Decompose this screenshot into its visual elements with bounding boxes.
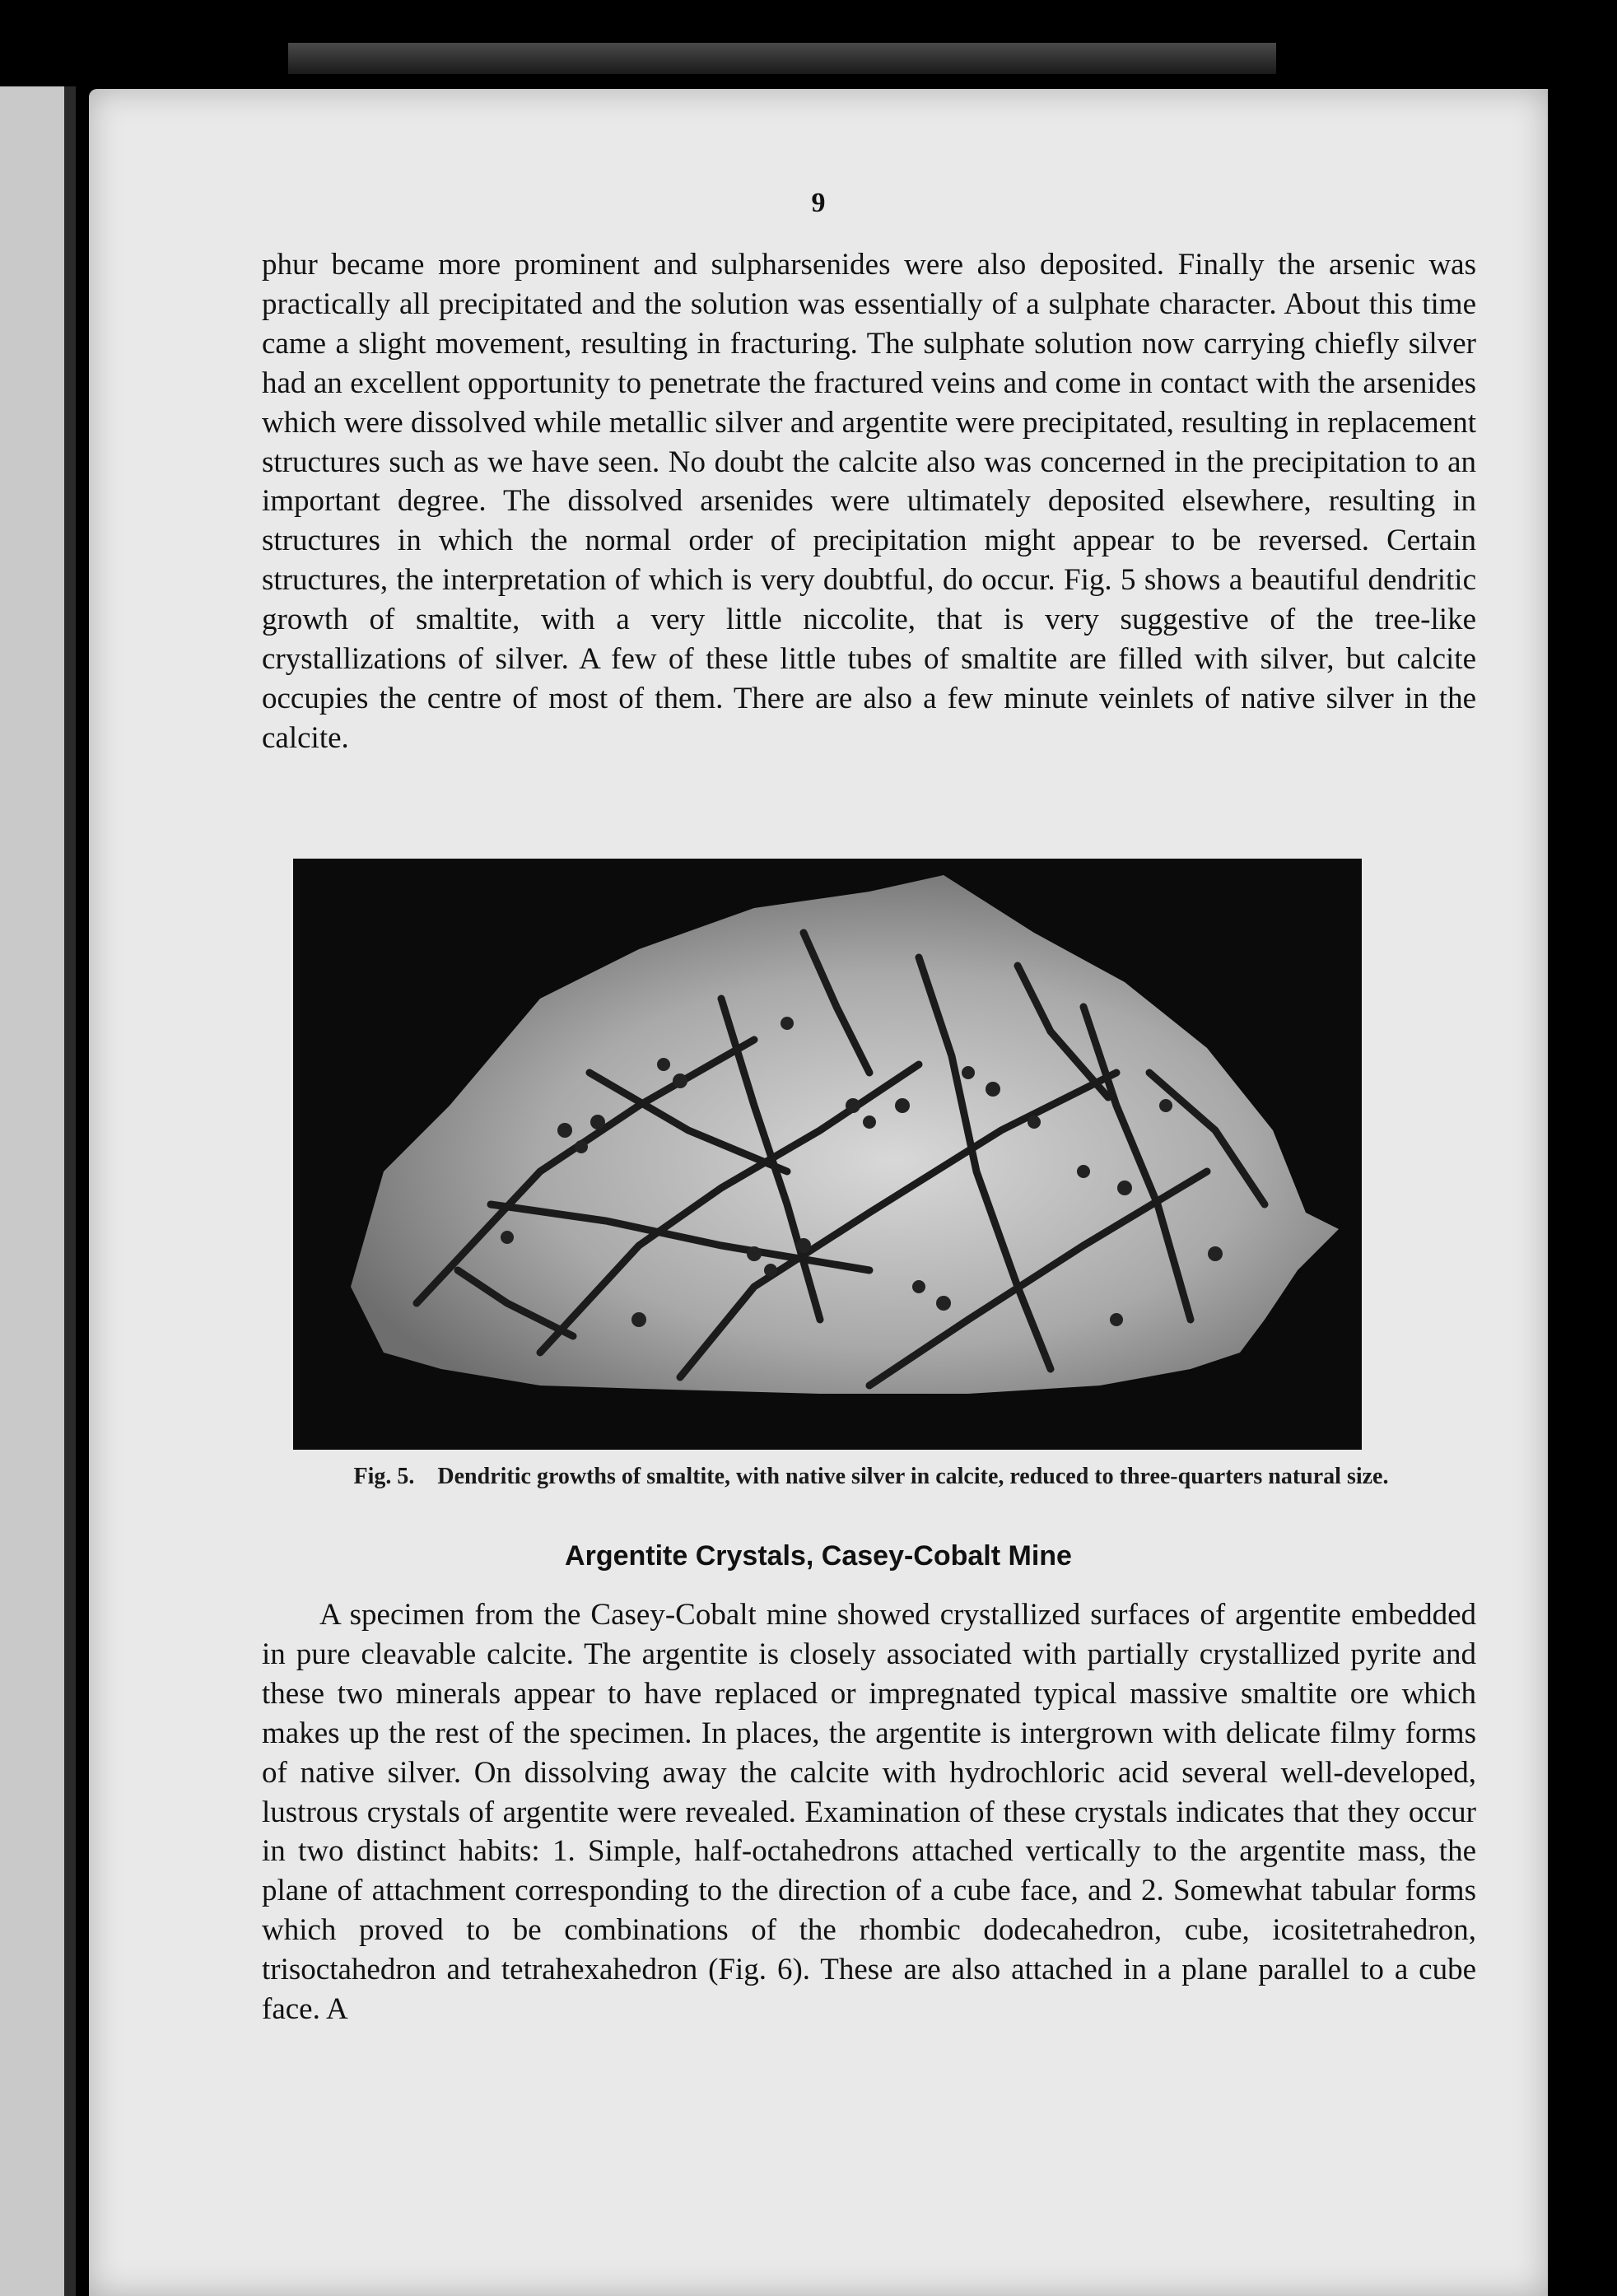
dendritic-specimen-image [293,859,1362,1450]
figure-caption [278,1462,1464,1492]
body-paragraph-2 [262,1595,1476,2029]
paragraph-text: A specimen from the Casey-Cobalt mine showed crystallized surfaces of argentite embedded in pure cleavable calcite. The argentite is closely associated with partially crystallized pyrite and these two minerals appear to have replaced or impregnated typical massive smaltite ore which makes up the rest of the specimen. In places, the argentite is intergrown with delicate filmy forms of native silver. On dissolving away the calcite with hydrochloric acid several well-developed, lustrous crystals of argentite were revealed. Examination of these crystals indicates that they occur in two distinct habits: 1. Simple, half-octahedrons attached vertically to the argentite mass, the plane of attachment corresponding to the direction of a cube face, and 2. Somewhat tabular forms which proved to be combinations of the rhombic dodecahedron, cube, icositetrahedron, trisoctahedron and tetrahexahedron (Fig. 6). These are also attached in a plane parallel to a cube face. A [262,1598,1476,2027]
adjacent-page-margin [0,86,72,2296]
book-gutter [64,86,76,2296]
scan-edge-strip [288,43,1276,74]
figure-caption-text: Dendritic growths of smaltite, with native silver in calcite, reduced to three-quarters natural size. [437,1464,1389,1489]
figure-label: Fig. 5. [353,1464,415,1489]
page-number: 9 [811,188,826,218]
book-page [89,89,1548,2296]
paragraph-text: phur became more prominent and sulpharsenides were also deposited. Finally the arsenic was practically all precipitated and the solution was essentially of a sulphate character. About this time came a slight movement, resulting in fracturing. The sulphate solution now carrying chiefly silver had an excellent opportunity to penetrate the fractured veins and come in contact with the arsenides which were dissolved while metallic silver and argentite were precipitated, resulting in replacement structures such as we have seen. No doubt the calcite also was concerned in the precipitation to an important degree. The dissolved arsenides were ultimately deposited elsewhere, resulting in structures in which the normal order of precipitation might appear to be reversed. Certain structures, the interpretation of which is very doubtful, do occur. Fig. 5 shows a beautiful dendritic growth of smaltite, with a very little niccolite, that is very suggestive of the tree-like crystallizations of silver. A few of these little tubes of smaltite are filled with silver, but calcite occupies the centre of most of them. There are also a few minute veinlets of native silver in the calcite. [262,248,1476,755]
specimen-photograph [293,859,1362,1450]
section-heading: Argentite Crystals, Casey-Cobalt Mine [565,1540,1072,1572]
body-paragraph-1 [262,245,1476,758]
